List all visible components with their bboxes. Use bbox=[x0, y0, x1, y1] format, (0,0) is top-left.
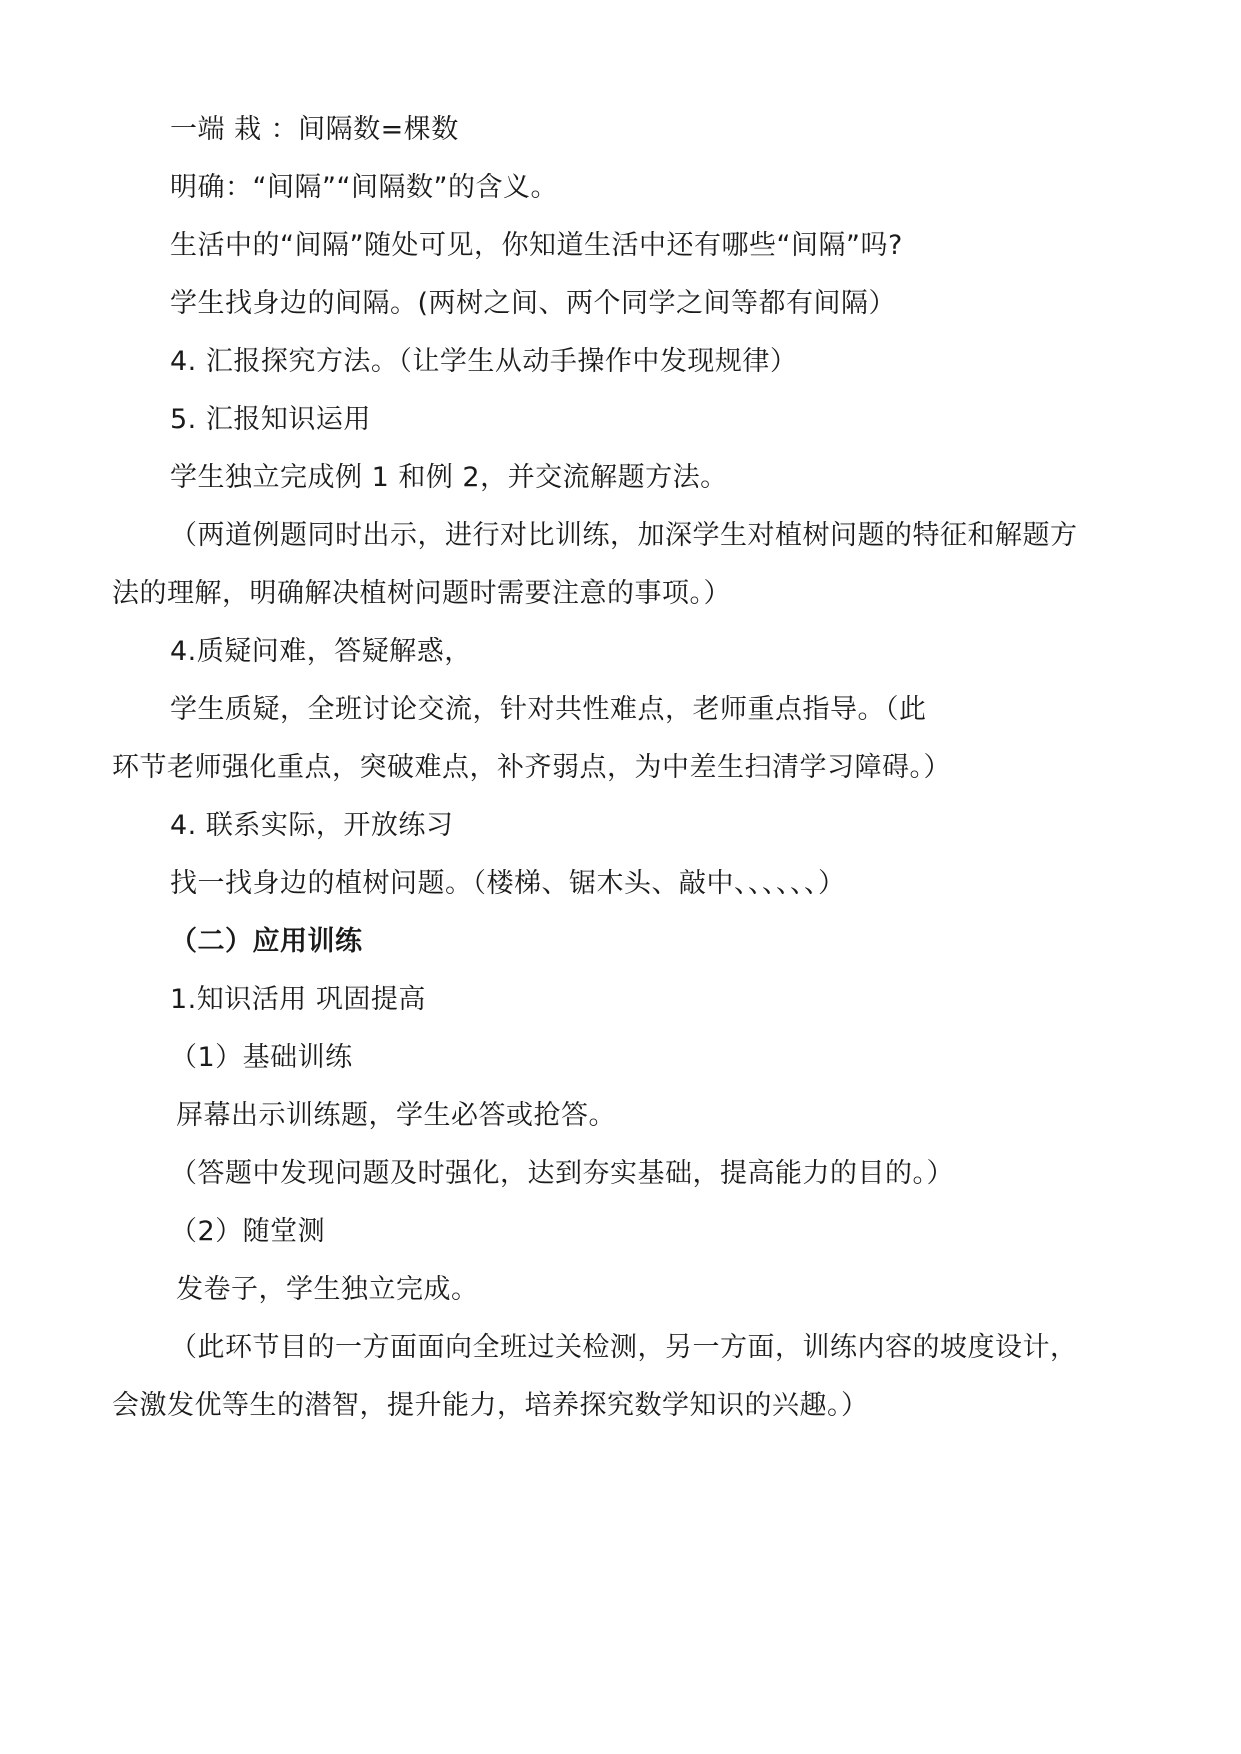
text-line: 一端 栽 ：间隔数=棵数 bbox=[170, 114, 459, 145]
text-line: 学生质疑，全班讨论交流，针对共性难点，老师重点指导。（此 bbox=[170, 694, 927, 725]
text-line: 4.质疑问难，答疑解惑， bbox=[170, 636, 472, 667]
text-line: （答题中发现问题及时强化，达到夯实基础，提高能力的目的。） bbox=[170, 1158, 954, 1189]
text-line: 发卷子，学生独立完成。 bbox=[176, 1274, 479, 1305]
text-line: （2）随堂测 bbox=[170, 1216, 326, 1247]
text-line: 4. 汇报探究方法。（让学生从动手操作中发现规律） bbox=[170, 346, 798, 377]
text-line: （1）基础训练 bbox=[170, 1042, 353, 1073]
text-line: 明确：“间隔”“间隔数”的含义。 bbox=[170, 172, 558, 203]
text-line: 环节老师强化重点，突破难点，补齐弱点，为中差生扫清学习障碍。） bbox=[112, 752, 951, 783]
text-line: 法的理解，明确解决植树问题时需要注意的事项。） bbox=[112, 578, 731, 609]
text-line: （此环节目的一方面面向全班过关检测，另一方面，训练内容的坡度设计， bbox=[170, 1332, 1078, 1363]
text-line: 5. 汇报知识运用 bbox=[170, 404, 371, 435]
text-line: 会激发优等生的潜智，提升能力，培养探究数学知识的兴趣。） bbox=[112, 1390, 869, 1421]
text-line: 学生独立完成例 1 和例 2，并交流解题方法。 bbox=[170, 462, 728, 493]
text-line: 屏幕出示训练题，学生必答或抢答。 bbox=[176, 1100, 616, 1131]
section-heading: （二）应用训练 bbox=[170, 926, 363, 957]
text-line: 生活中的“间隔”随处可见，你知道生活中还有哪些“间隔”吗? bbox=[170, 230, 903, 261]
text-line: 4. 联系实际，开放练习 bbox=[170, 810, 454, 841]
text-line: 1.知识活用 巩固提高 bbox=[170, 984, 426, 1015]
text-line: （两道例题同时出示，进行对比训练，加深学生对植树问题的特征和解题方 bbox=[170, 520, 1078, 551]
text-line: 学生找身边的间隔。(两树之间、两个同学之间等都有间隔） bbox=[170, 288, 897, 319]
text-line: 找一找身边的植树问题。（楼梯、锯木头、敲中、、、、、、） bbox=[170, 868, 846, 899]
